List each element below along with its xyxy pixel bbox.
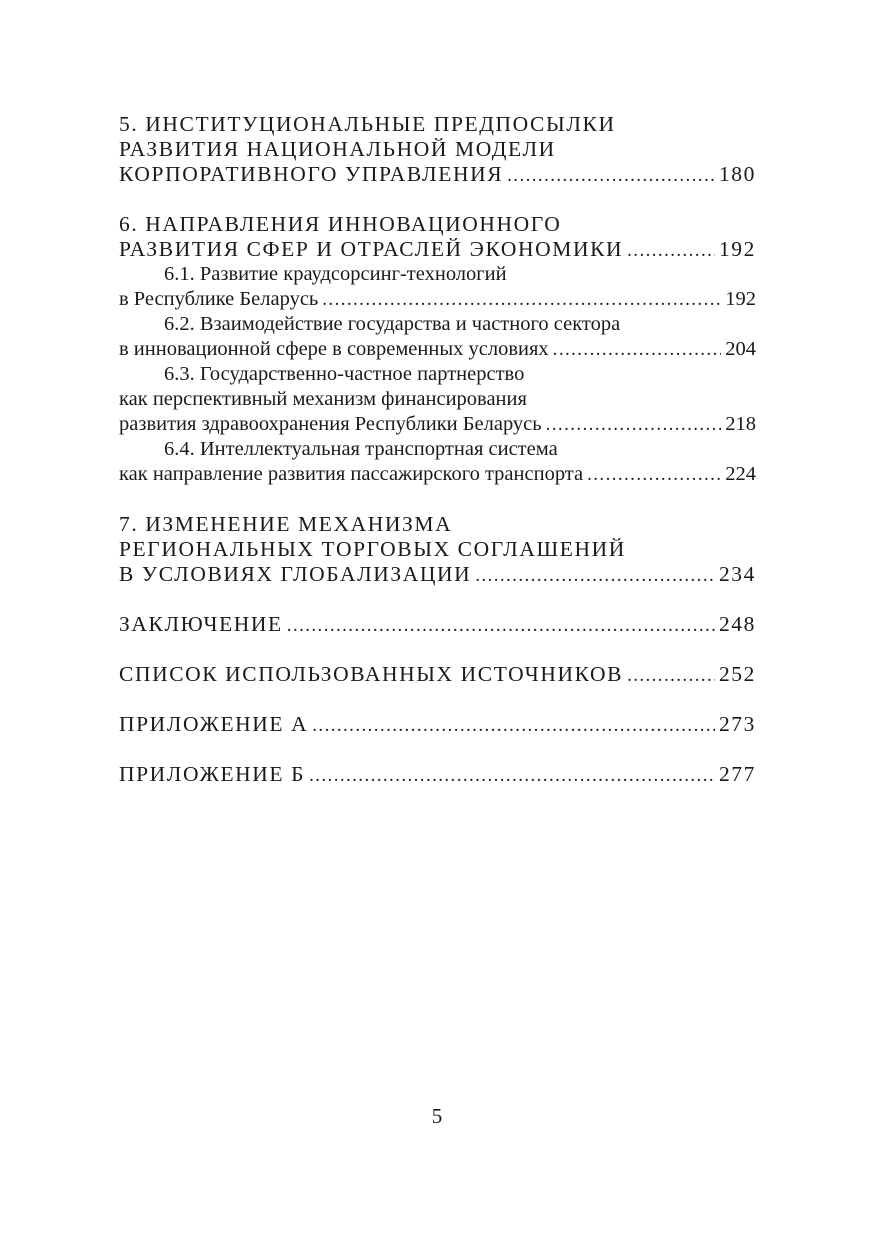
toc-s5-line1: 5. ИНСТИТУЦИОНАЛЬНЫЕ ПРЕДПОСЫЛКИ [119, 112, 616, 136]
toc-sources-title: СПИСОК ИСПОЛЬЗОВАННЫХ ИСТОЧНИКОВ [119, 662, 624, 686]
dot-leader [322, 287, 721, 312]
toc-s6-4-line1: 6.4. Интеллектуальная транспортная система [164, 438, 558, 460]
toc-s7-line2: РЕГИОНАЛЬНЫХ ТОРГОВЫХ СОГЛАШЕНИЙ [119, 537, 626, 561]
dot-leader [627, 238, 715, 263]
toc-s6-3-line3: развития здравоохранения Республики Беларусь [119, 413, 542, 435]
toc-entry-sources [119, 662, 756, 687]
dot-leader [309, 763, 715, 788]
toc-s6-2-page: 204 [725, 338, 756, 360]
toc-appendix-a-page: 273 [718, 712, 756, 736]
toc-entry-s6 [119, 237, 756, 262]
toc-sources-page: 252 [718, 662, 756, 686]
dot-leader [312, 713, 715, 738]
toc-conclusion-title: ЗАКЛЮЧЕНИЕ [119, 612, 283, 636]
dot-leader [627, 663, 715, 688]
toc-s5-page: 180 [718, 162, 756, 186]
toc-appendix-b-page: 277 [718, 762, 756, 786]
toc-s7-line1: 7. ИЗМЕНЕНИЕ МЕХАНИЗМА [119, 512, 453, 536]
dot-leader [507, 163, 715, 188]
toc-s6-1-page: 192 [725, 288, 756, 310]
toc-conclusion-page: 248 [718, 612, 756, 636]
dot-leader [475, 563, 715, 588]
toc-s5-line3: КОРПОРАТИВНОГО УПРАВЛЕНИЯ [119, 162, 504, 186]
toc-entry-s6-2 [119, 337, 756, 362]
page-number: 5 [431, 1104, 443, 1128]
dot-leader [587, 462, 721, 487]
toc-s6-3-line2: как перспективный механизм финансирования [119, 388, 527, 410]
toc-entry-s5 [119, 162, 756, 187]
toc-s6-3-line1: 6.3. Государственно-частное партнерство [164, 363, 525, 385]
table-of-contents [119, 112, 756, 787]
toc-appendix-b-title: ПРИЛОЖЕНИЕ Б [119, 762, 306, 786]
toc-entry-s7 [119, 562, 756, 587]
toc-entry-conclusion [119, 612, 756, 637]
toc-s5-line2: РАЗВИТИЯ НАЦИОНАЛЬНОЙ МОДЕЛИ [119, 137, 556, 161]
toc-s6-4-page: 224 [725, 463, 756, 485]
toc-s6-3-page: 218 [725, 413, 756, 435]
toc-s6-4-line2: как направление развития пассажирского транспорта [119, 463, 584, 485]
dot-leader [553, 337, 722, 362]
toc-s6-1-line2: в Республике Беларусь [119, 288, 319, 310]
toc-s6-2-line2: в инновационной сфере в современных условиях [119, 338, 549, 360]
toc-entry-s6-4 [119, 462, 756, 487]
toc-entry-s6-1 [119, 287, 756, 312]
toc-s6-line2: РАЗВИТИЯ СФЕР И ОТРАСЛЕЙ ЭКОНОМИКИ [119, 237, 624, 261]
dot-leader [546, 412, 722, 437]
toc-s6-2-line1: 6.2. Взаимодействие государства и частного сектора [164, 313, 621, 335]
toc-s6-1-line1: 6.1. Развитие краудсорсинг-технологий [164, 263, 507, 285]
toc-entry-appendix-a [119, 712, 756, 737]
toc-s7-line3: В УСЛОВИЯХ ГЛОБАЛИЗАЦИИ [119, 562, 472, 586]
dot-leader [287, 613, 715, 638]
toc-entry-s6-3 [119, 412, 756, 437]
toc-s7-page: 234 [718, 562, 756, 586]
toc-s6-page: 192 [718, 237, 756, 261]
toc-appendix-a-title: ПРИЛОЖЕНИЕ А [119, 712, 309, 736]
toc-s6-line1: 6. НАПРАВЛЕНИЯ ИННОВАЦИОННОГО [119, 212, 562, 236]
toc-entry-appendix-b [119, 762, 756, 787]
